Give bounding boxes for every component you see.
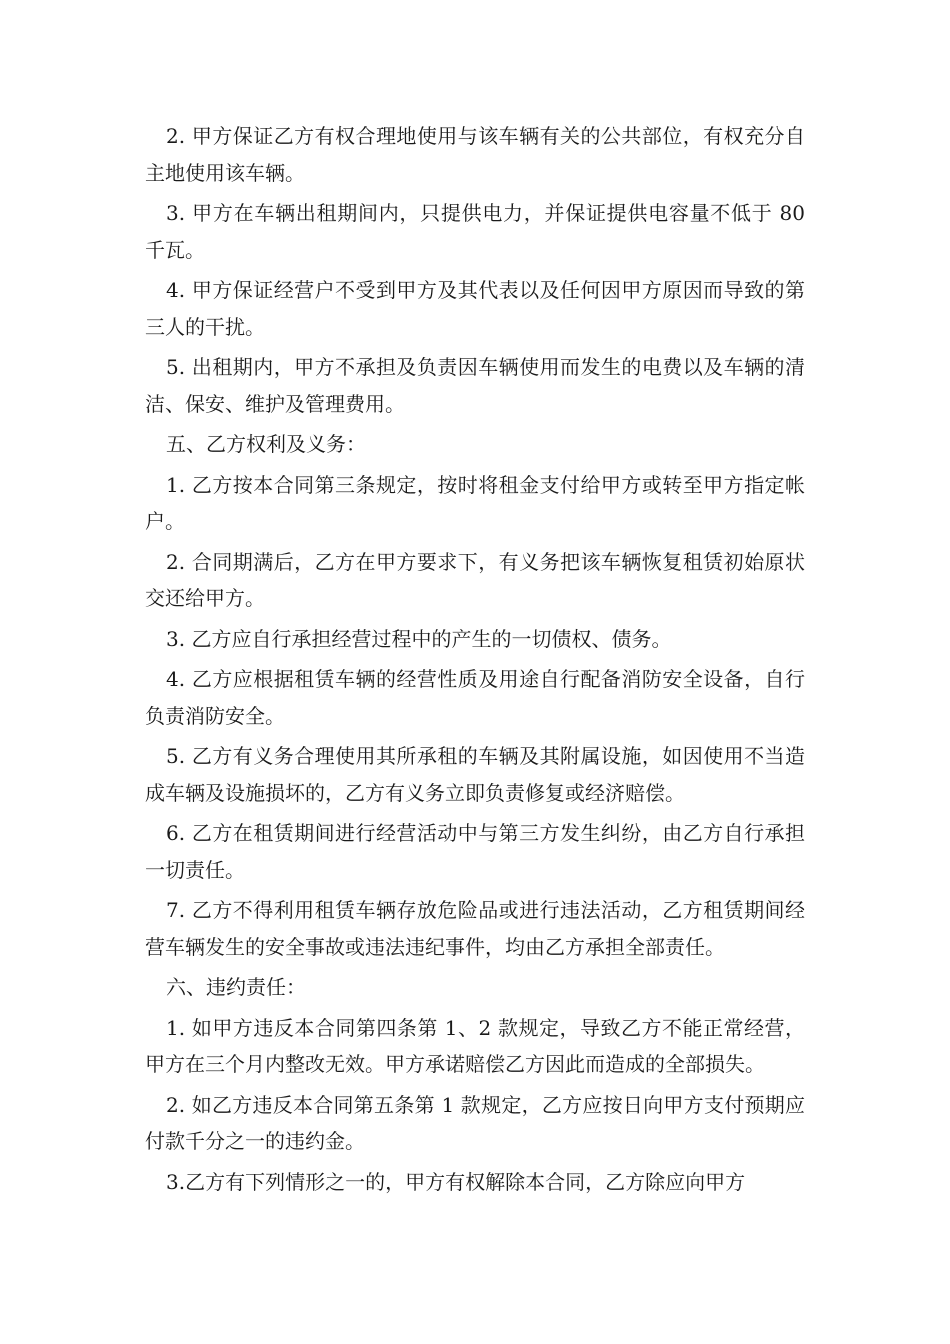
- section-5-heading: 五、乙方权利及义务：: [166, 432, 366, 456]
- clause-5-3: 3. 乙方应自行承担经营过程中的产生的一切债权、债务。: [166, 626, 672, 651]
- clause-4-3: 3. 甲方在车辆出租期间内，只提供电力，并保证提供电容量不低于 80 千瓦。: [145, 201, 805, 262]
- clause-6-1: 1. 如甲方违反本合同第四条第 1、2 款规定，导致乙方不能正常经营，甲方在三个月内整改无效。甲方承诺赔偿乙方因此而造成的全部损失。: [145, 1015, 805, 1076]
- clause-5-7: 7. 乙方不得利用租赁车辆存放危险品或进行违法活动，乙方租赁期间经营车辆发生的安全事故或违法违纪事件，均由乙方承担全部责任。: [145, 898, 805, 959]
- clause-4-4: 4. 甲方保证经营户不受到甲方及其代表以及任何因甲方原因而导致的第三人的干扰。: [145, 278, 805, 339]
- clause-5-1: 1. 乙方按本合同第三条规定，按时将租金支付给甲方或转至甲方指定帐户。: [145, 472, 805, 533]
- clause-6-2: 2. 如乙方违反本合同第五条第 1 款规定，乙方应按日向甲方支付预期应付款千分之一的违约金。: [145, 1092, 805, 1153]
- clause-5-2: 2. 合同期满后，乙方在甲方要求下，有义务把该车辆恢复租赁初始原状交还给甲方。: [145, 549, 805, 610]
- clause-6-3: 3.乙方有下列情形之一的，甲方有权解除本合同，乙方除应向甲方: [166, 1169, 746, 1194]
- section-6-heading: 六、违约责任：: [166, 975, 306, 999]
- clause-4-2: 2. 甲方保证乙方有权合理地使用与该车辆有关的公共部位，有权充分自主地使用该车辆。: [145, 124, 805, 185]
- clause-4-5: 5. 出租期内，甲方不承担及负责因车辆使用而发生的电费以及车辆的清洁、保安、维护及管理费用。: [145, 355, 805, 416]
- clause-5-5: 5. 乙方有义务合理使用其所承租的车辆及其附属设施，如因使用不当造成车辆及设施损坏的，乙方有义务立即负责修复或经济赔偿。: [145, 744, 805, 805]
- clause-5-6: 6. 乙方在租赁期间进行经营活动中与第三方发生纠纷，由乙方自行承担一切责任。: [145, 821, 805, 882]
- clause-5-4: 4. 乙方应根据租赁车辆的经营性质及用途自行配备消防安全设备，自行负责消防安全。: [145, 667, 805, 728]
